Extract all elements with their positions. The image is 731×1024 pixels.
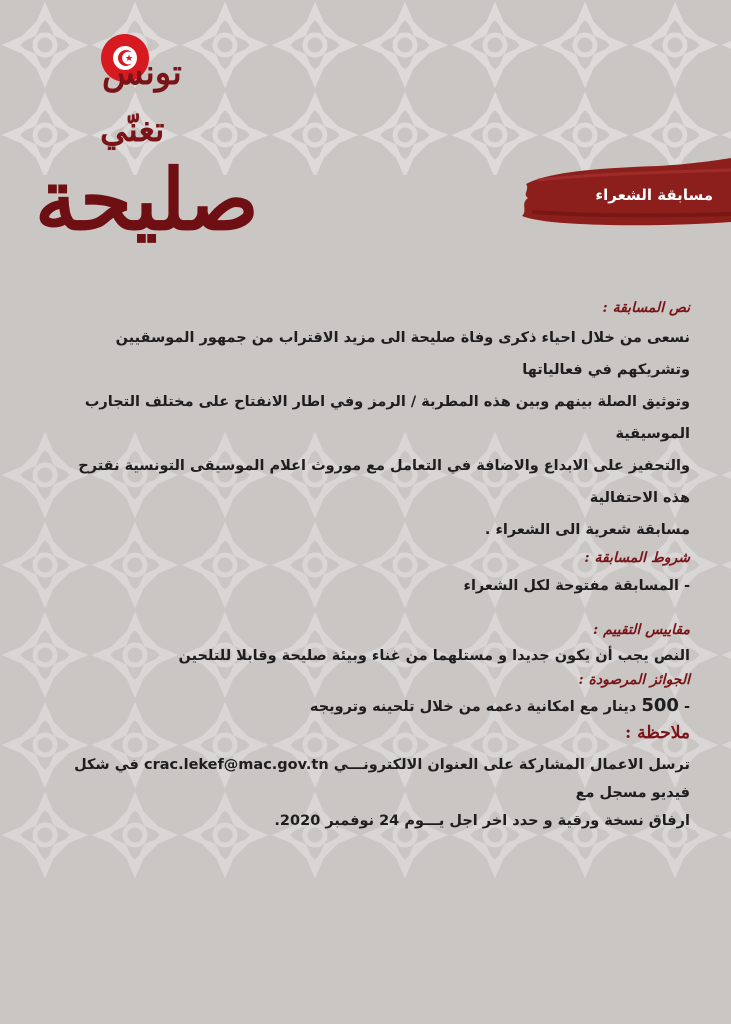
conditions-heading: شروط المسابقة :: [584, 550, 690, 566]
note-line-1: ترسل الاعمال المشاركة على العنوان الالكترونـــي crac.lekef@mac.gov.tn في شكل فيديو مسجل مع: [74, 757, 690, 801]
intro-line: والتحفيز على الابداع والاضافة في التعامل مع موروث اعلام الموسيقى التونسية نقترح هذه الاحتفالية: [78, 458, 690, 506]
note-line-2: [50, 807, 690, 835]
text-heading: نص المسابقة :: [602, 300, 690, 316]
logo-line-tunis: تونس: [102, 53, 182, 93]
prize-amount: 500: [641, 695, 679, 716]
banner-label: مسابقة الشعراء: [595, 186, 713, 204]
logo-line-saliha: صليحة: [35, 150, 259, 249]
prize-row: [50, 692, 690, 721]
note-line-2a: ارفاق نسخة ورقية و: [538, 813, 690, 829]
intro-paragraph: [50, 322, 690, 546]
logo-line-sings: تغنّي: [100, 110, 165, 150]
logo: [20, 15, 300, 249]
criteria-text: النص يجب أن يكون جديدا و مستلهما من غناء وبيئة صليحة وقابلا للتلحين: [178, 648, 690, 664]
note-heading: ملاحظة :: [624, 723, 690, 743]
intro-line: مسابقة شعرية الى الشعراء .: [484, 522, 690, 538]
intro-line: وتوثيق الصلة بينهم وبين هذه المطربة / الرمز وفي اطار الانفتاح على مختلف التجارب الموسيقية: [84, 394, 690, 442]
intro-line: نسعى من خلال احياء ذكرى وفاة صليحة الى مزيد الاقتراب من جمهور الموسقيين وتشريكهم في فعالياتها: [115, 330, 690, 378]
prizes-heading: الجوائز المرصودة :: [578, 672, 690, 688]
main-content: [50, 300, 690, 835]
deadline-text: حدد اخر اجل يـــوم 24 نوفمبر 2020.: [274, 813, 539, 829]
criteria-heading: مقاييس التقييم :: [593, 622, 690, 638]
prize-dash: -: [683, 699, 690, 715]
prize-text: دينار مع امكانية دعمه من خلال تلحينه وترويجه: [309, 699, 637, 715]
conditions-item: - المسابقة مفتوحة لكل الشعراء: [463, 578, 690, 594]
